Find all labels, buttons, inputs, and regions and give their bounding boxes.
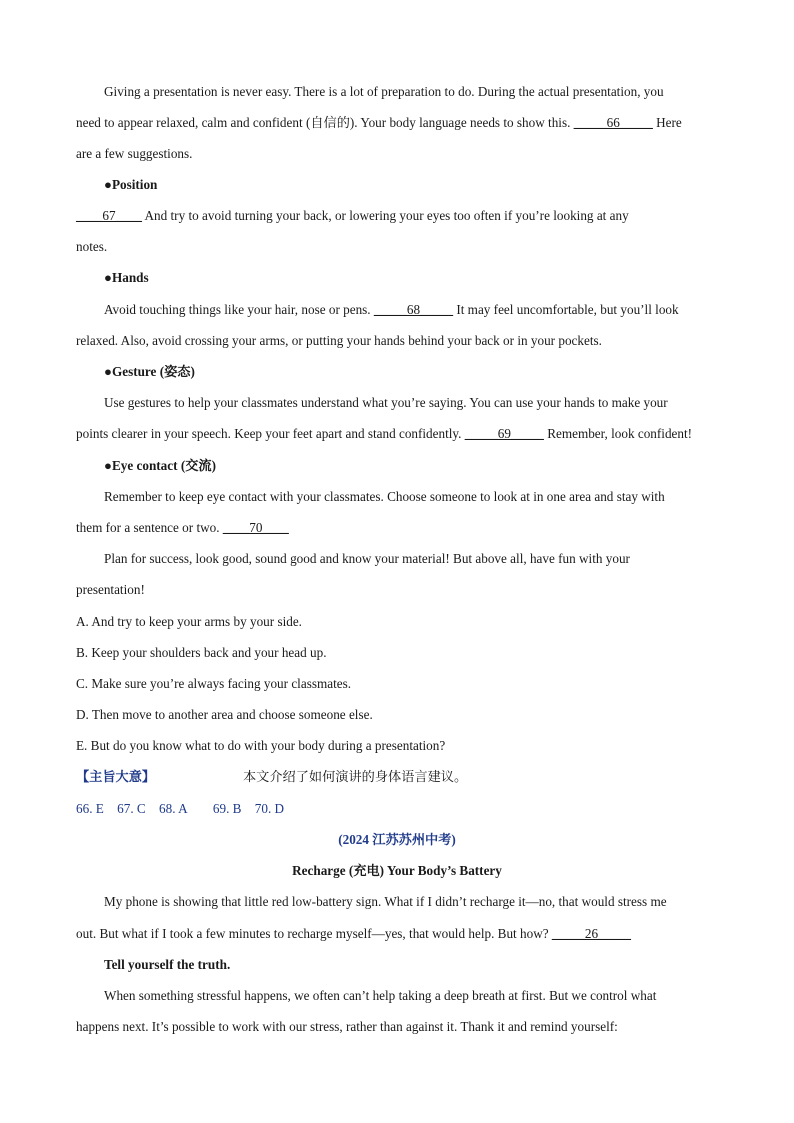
paragraph-line: My phone is showing that little red low-battery sign. What if I didn’t recharge it—no, that would stress me xyxy=(104,894,667,909)
option-b: B. Keep your shoulders back and your head up. xyxy=(76,645,327,660)
source-label: (2024 江苏苏州中考) xyxy=(338,832,456,847)
answer-70: 70. D xyxy=(254,801,285,816)
paragraph-line: happens next. It’s possible to work with our stress, rather than against it. Thank it and remind yourself: xyxy=(76,1019,618,1034)
summary-row xyxy=(76,768,676,786)
summary-label: 【主旨大意】 xyxy=(76,769,156,784)
answer-key xyxy=(76,800,294,818)
answer-67: 67. C xyxy=(117,801,146,816)
answer-69: 69. B xyxy=(212,801,242,816)
paragraph-line: relaxed. Also, avoid crossing your arms, or putting your hands behind your back or in your pockets. xyxy=(76,333,602,348)
paragraph-line: out. But what if I took a few minutes to recharge myself—yes, that would help. But how? _____26_____ xyxy=(76,926,632,941)
blank-69: _____69_____ xyxy=(464,426,544,441)
paragraph-line: notes. xyxy=(76,239,108,254)
paragraph-line: ____67____ And try to avoid turning your back, or lowering your eyes too often if you’re looking at any xyxy=(76,208,629,223)
option-e: E. But do you know what to do with your body during a presentation? xyxy=(76,738,446,753)
blank-70: ____70____ xyxy=(222,520,289,535)
passage-title: Recharge (充电) Your Body’s Battery xyxy=(292,863,502,878)
heading-truth: Tell yourself the truth. xyxy=(104,957,231,972)
heading-eye-contact: ●Eye contact (交流) xyxy=(104,458,216,473)
paragraph-line: Use gestures to help your classmates understand what you’re saying. You can use your hands to make your xyxy=(104,395,668,410)
blank-68: _____68_____ xyxy=(373,302,454,317)
blank-26: _____26_____ xyxy=(551,926,632,941)
blank-67: ____67____ xyxy=(76,208,142,223)
answer-66: 66. E xyxy=(76,801,104,816)
option-a: A. And try to keep your arms by your side. xyxy=(76,614,302,629)
paragraph-line: are a few suggestions. xyxy=(76,146,193,161)
heading-position: ●Position xyxy=(104,177,158,192)
heading-gesture: ●Gesture (姿态) xyxy=(104,364,195,379)
option-d: D. Then move to another area and choose someone else. xyxy=(76,707,373,722)
answer-68: 68. A xyxy=(159,801,188,816)
paragraph-line: points clearer in your speech. Keep your feet apart and stand confidently. _____69_____ Remember, look confident! xyxy=(76,426,693,441)
summary-text: 本文介绍了如何演讲的身体语言建议。 xyxy=(243,769,468,784)
paragraph-line: presentation! xyxy=(76,582,145,597)
paragraph-line: Avoid touching things like your hair, nose or pens. _____68_____ It may feel uncomfortable, but you’ll look xyxy=(104,302,679,317)
blank-66: _____66_____ xyxy=(573,115,653,130)
paragraph-line: need to appear relaxed, calm and confident (自信的). Your body language needs to show this. _____66_____ Here xyxy=(76,115,682,130)
paragraph-line: When something stressful happens, we often can’t help taking a deep breath at first. But we control what xyxy=(104,988,657,1003)
paragraph-line: them for a sentence or two. ____70____ xyxy=(76,520,289,535)
option-c: C. Make sure you’re always facing your classmates. xyxy=(76,676,352,691)
paragraph-line: Giving a presentation is never easy. There is a lot of preparation to do. During the actual presentation, you xyxy=(104,84,664,99)
paragraph-line: Remember to keep eye contact with your classmates. Choose someone to look at in one area and stay with xyxy=(104,489,665,504)
heading-hands: ●Hands xyxy=(104,270,149,285)
paragraph-line: Plan for success, look good, sound good and know your material! But above all, have fun with your xyxy=(104,551,630,566)
